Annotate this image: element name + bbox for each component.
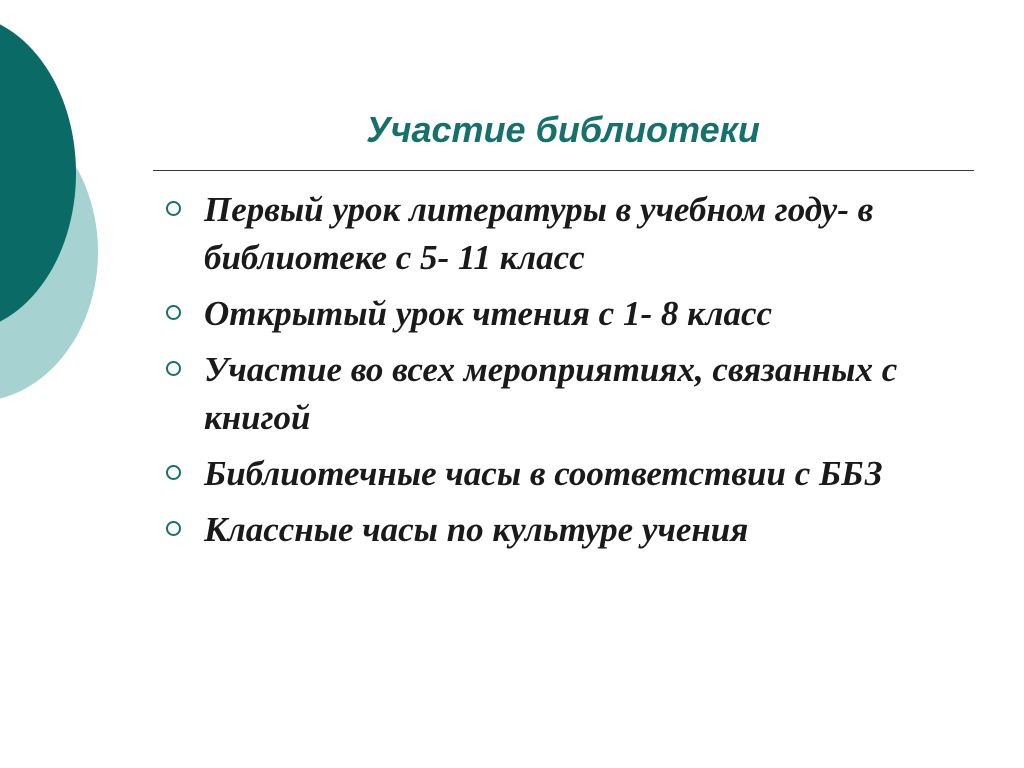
slide-title: Участие библиотеки <box>366 109 760 150</box>
bullet-item <box>160 346 940 442</box>
bullet-item <box>160 186 940 282</box>
hollow-circle-icon <box>166 361 181 376</box>
hollow-circle-icon <box>166 305 181 320</box>
bullet-item <box>160 450 940 498</box>
bullet-list <box>160 186 940 562</box>
hollow-circle-icon <box>166 465 181 480</box>
bullet-text: Первый урок литературы в учебном году- в библиотеке с 5- 11 класс <box>204 190 874 277</box>
hollow-circle-icon <box>166 201 181 216</box>
hollow-circle-icon <box>166 521 181 536</box>
bullet-text: Открытый урок чтения с 1- 8 класс <box>204 294 773 333</box>
bullet-text: Участие во всех мероприятиях, связанных с книгой <box>204 350 898 437</box>
bullet-text: Классные часы по культуре учения <box>204 510 749 549</box>
bullet-item <box>160 290 940 338</box>
bullet-item <box>160 506 940 554</box>
bullet-text: Библиотечные часы в соответствии с ББЗ <box>204 454 883 493</box>
title-divider <box>153 170 974 171</box>
